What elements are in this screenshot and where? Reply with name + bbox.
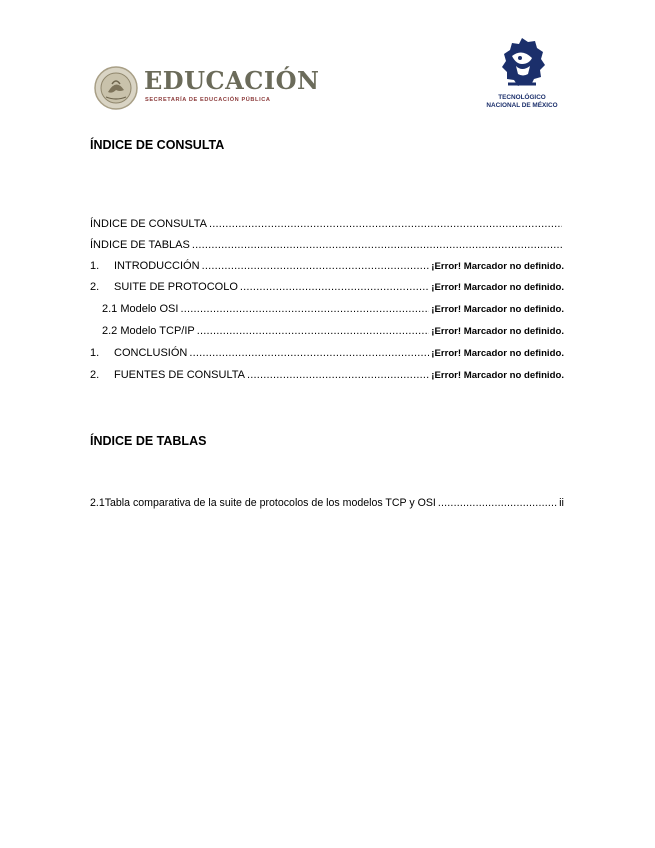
mexico-eagle-seal-icon: [94, 66, 138, 110]
toc-label: 2.2 Modelo TCP/IP: [102, 325, 195, 337]
toc-label: CONCLUSIÓN: [114, 347, 188, 359]
toc-page-error: ¡Error! Marcador no definido.: [431, 304, 564, 315]
toc-entry[interactable]: [90, 239, 564, 255]
toc-entry[interactable]: [102, 325, 564, 341]
toc-entry[interactable]: [90, 281, 564, 297]
toc-number: 2.: [90, 281, 100, 293]
toc-label: SUITE DE PROTOCOLO: [114, 281, 238, 293]
toc-leader: [197, 325, 430, 337]
tecnm-line2: NACIONAL DE MÉXICO: [486, 102, 558, 109]
tecnm-jaguar-logo-icon: [498, 36, 546, 92]
toc-entry[interactable]: [102, 303, 564, 319]
toc-entry[interactable]: [90, 260, 564, 276]
toc-number: 1.: [90, 260, 100, 272]
sep-logo: [94, 64, 320, 112]
tecnm-logo: [476, 36, 568, 116]
toc-label: ÍNDICE DE CONSULTA: [90, 218, 207, 230]
toc-leader: [180, 303, 429, 315]
toc-leader: [240, 281, 429, 293]
table-index-page: ii: [559, 497, 564, 509]
heading-indice-tablas: ÍNDICE DE TABLAS: [90, 434, 207, 448]
tecnm-name: [476, 94, 568, 110]
toc-entry[interactable]: [90, 369, 564, 385]
edu-title: EDUCACIÓN: [144, 66, 320, 95]
toc-page-error: ¡Error! Marcador no definido.: [431, 326, 564, 337]
heading-indice-consulta: ÍNDICE DE CONSULTA: [90, 138, 225, 152]
toc-number: 1.: [90, 347, 100, 359]
toc-number: 2.: [90, 369, 100, 381]
toc-leader: [189, 347, 429, 359]
table-index-label: 2.1Tabla comparativa de la suite de protocolos de los modelos TCP y OSI: [90, 497, 436, 509]
toc-leader: [192, 239, 562, 251]
toc-page-error: ¡Error! Marcador no definido.: [431, 282, 564, 293]
toc-leader: [209, 218, 562, 230]
toc-page-error: ¡Error! Marcador no definido.: [431, 261, 564, 272]
toc-page-error: ¡Error! Marcador no definido.: [431, 348, 564, 359]
toc-label: INTRODUCCIÓN: [114, 260, 200, 272]
table-index-entry[interactable]: [90, 497, 564, 513]
tecnm-line1: TECNOLÓGICO: [498, 94, 546, 101]
edu-subtitle: SECRETARÍA DE EDUCACIÓN PÚBLICA: [145, 97, 271, 103]
toc-page-error: ¡Error! Marcador no definido.: [431, 370, 564, 381]
toc-leader: [438, 497, 557, 509]
toc-leader: [247, 369, 429, 381]
toc-label: 2.1 Modelo OSI: [102, 303, 179, 315]
toc-entry[interactable]: [90, 347, 564, 363]
toc-entry[interactable]: [90, 218, 564, 234]
toc-label: ÍNDICE DE TABLAS: [90, 239, 190, 251]
toc-leader: [202, 260, 430, 272]
toc-label: FUENTES DE CONSULTA: [114, 369, 245, 381]
